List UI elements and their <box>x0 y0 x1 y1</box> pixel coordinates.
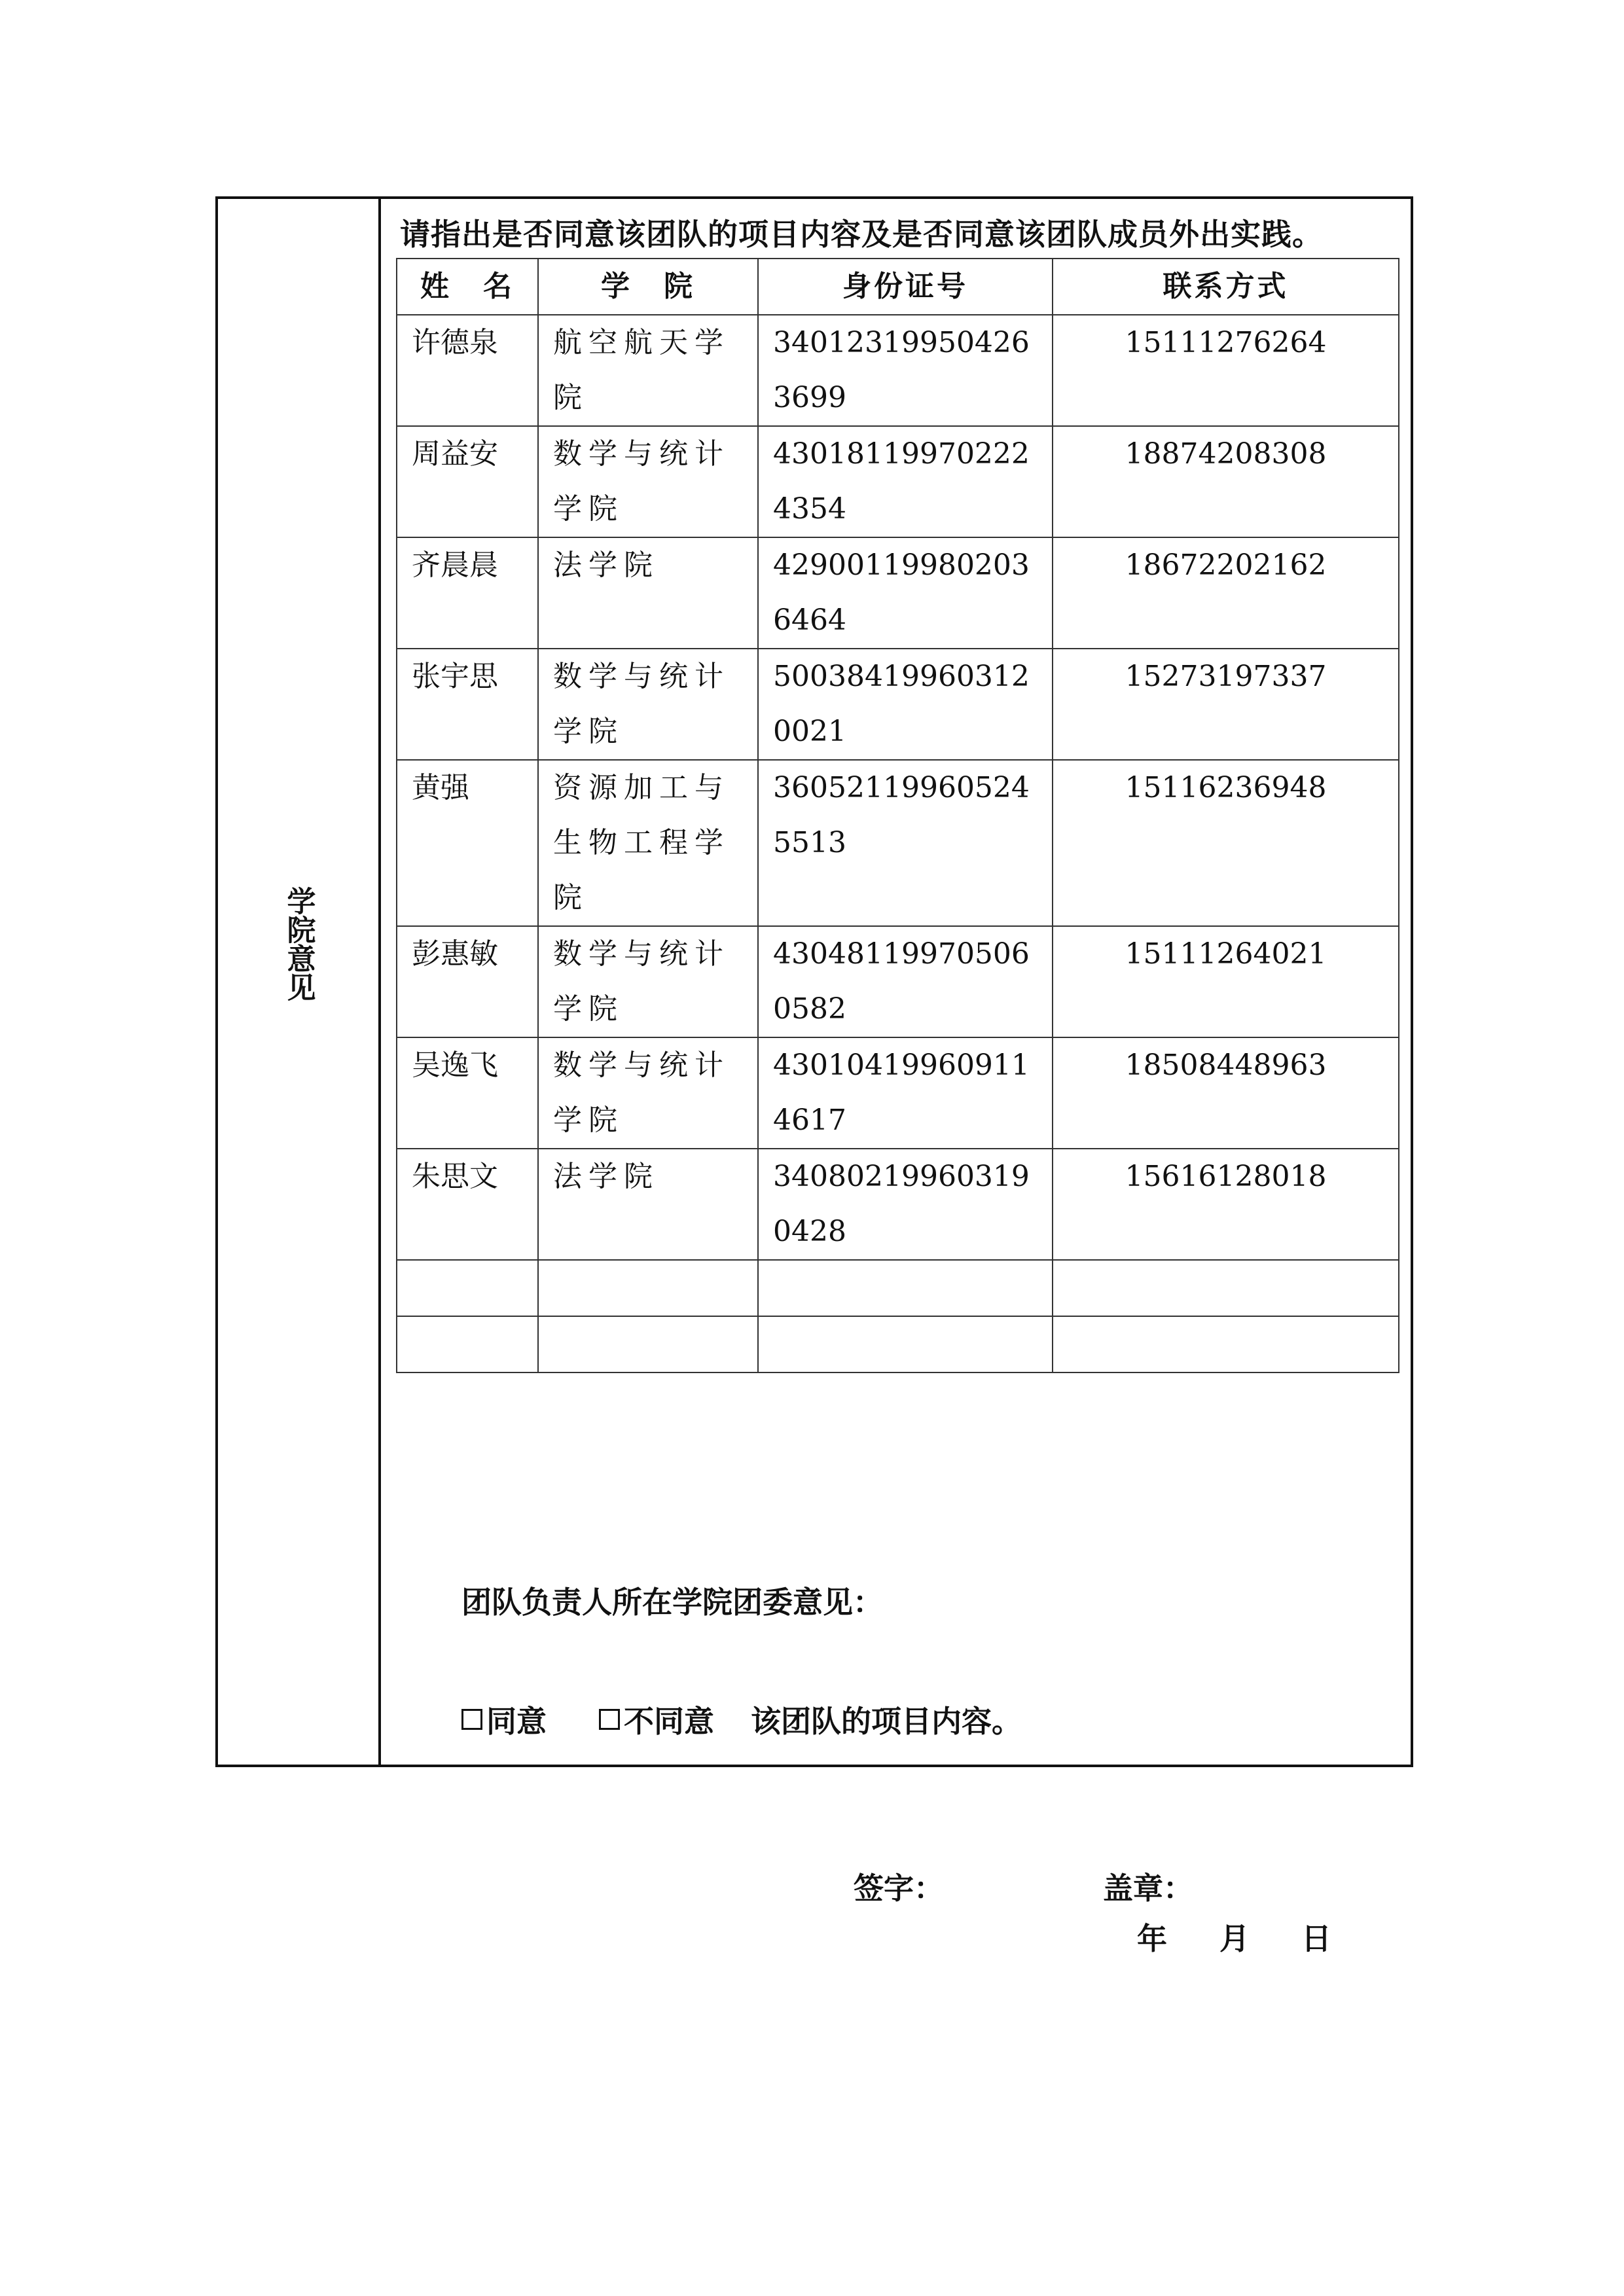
member-college: 航空航天学院 <box>538 315 758 426</box>
member-name: 许德泉 <box>397 315 538 426</box>
member-id: 340802199603190428 <box>758 1149 1053 1260</box>
member-phone: 15616128018 <box>1053 1149 1399 1260</box>
table-row <box>397 760 1399 926</box>
member-phone: 18508448963 <box>1053 1037 1399 1149</box>
empty-cell[interactable] <box>758 1260 1053 1316</box>
member-id: 429001199802036464 <box>758 537 1053 649</box>
member-college: 数学与统计学院 <box>538 1037 758 1149</box>
member-id: 340123199504263699 <box>758 315 1053 426</box>
member-phone: 15111276264 <box>1053 315 1399 426</box>
signature-label: 签字： <box>854 1871 944 1906</box>
section-label: 学院意见 <box>281 886 316 1001</box>
member-phone: 15111264021 <box>1053 926 1399 1037</box>
member-college: 数学与统计学院 <box>538 649 758 760</box>
table-header-row <box>397 259 1399 315</box>
member-name: 吴逸飞 <box>397 1037 538 1149</box>
opinion-choice-line <box>461 1698 1022 1741</box>
member-phone: 15273197337 <box>1053 649 1399 760</box>
table-row <box>397 1037 1399 1149</box>
member-college: 资源加工与生物工程学院 <box>538 760 758 926</box>
member-name: 黄强 <box>397 760 538 926</box>
member-college: 法学院 <box>538 537 758 649</box>
date-month: 月 <box>1219 1921 1250 1956</box>
empty-cell[interactable] <box>538 1316 758 1372</box>
member-phone: 15116236948 <box>1053 760 1399 926</box>
disagree-checkbox[interactable] <box>599 1709 620 1730</box>
disagree-label: 不同意 <box>624 1704 714 1739</box>
member-id: 360521199605245513 <box>758 760 1053 926</box>
agree-label: 同意 <box>486 1704 547 1739</box>
header-college: 学 院 <box>538 259 758 315</box>
empty-cell[interactable] <box>397 1260 538 1316</box>
table-row <box>397 537 1399 649</box>
member-name: 朱思文 <box>397 1149 538 1260</box>
opinion-suffix: 该团队的项目内容。 <box>751 1704 1022 1739</box>
instruction-text: 请指出是否同意该团队的项目内容及是否同意该团队成员外出实践。 <box>400 217 1323 252</box>
empty-cell[interactable] <box>758 1316 1053 1372</box>
disagree-option[interactable] <box>599 1698 714 1741</box>
member-id: 430481199705060582 <box>758 926 1053 1037</box>
member-name: 周益安 <box>397 426 538 537</box>
header-name: 姓 名 <box>397 259 538 315</box>
agree-option[interactable] <box>461 1698 547 1741</box>
member-phone: 18672202162 <box>1053 537 1399 649</box>
member-phone: 18874208308 <box>1053 426 1399 537</box>
member-id: 430181199702224354 <box>758 426 1053 537</box>
member-name: 张宇思 <box>397 649 538 760</box>
seal-label: 盖章： <box>1103 1871 1193 1906</box>
date-day: 日 <box>1301 1921 1331 1956</box>
table-row <box>397 649 1399 760</box>
member-college: 法学院 <box>538 1149 758 1260</box>
member-name: 彭惠敏 <box>397 926 538 1037</box>
empty-table-row <box>397 1260 1399 1316</box>
section-label-column <box>218 199 381 1765</box>
empty-table-row <box>397 1316 1399 1372</box>
header-id: 身份证号 <box>758 259 1053 315</box>
empty-cell[interactable] <box>538 1260 758 1316</box>
table-row <box>397 926 1399 1037</box>
table-row <box>397 315 1399 426</box>
empty-cell[interactable] <box>397 1316 538 1372</box>
agree-checkbox[interactable] <box>461 1709 482 1730</box>
member-college: 数学与统计学院 <box>538 426 758 537</box>
member-id: 500384199603120021 <box>758 649 1053 760</box>
college-opinion-form <box>215 196 1413 1956</box>
empty-cell[interactable] <box>1053 1316 1399 1372</box>
table-row <box>397 426 1399 537</box>
member-table <box>396 258 1399 1373</box>
member-id: 430104199609114617 <box>758 1037 1053 1149</box>
member-college: 数学与统计学院 <box>538 926 758 1037</box>
header-phone: 联系方式 <box>1053 259 1399 315</box>
opinion-title: 团队负责人所在学院团委意见： <box>461 1585 883 1620</box>
table-row <box>397 1149 1399 1260</box>
date-year: 年 <box>1137 1921 1167 1956</box>
member-name: 齐晨晨 <box>397 537 538 649</box>
empty-cell[interactable] <box>1053 1260 1399 1316</box>
